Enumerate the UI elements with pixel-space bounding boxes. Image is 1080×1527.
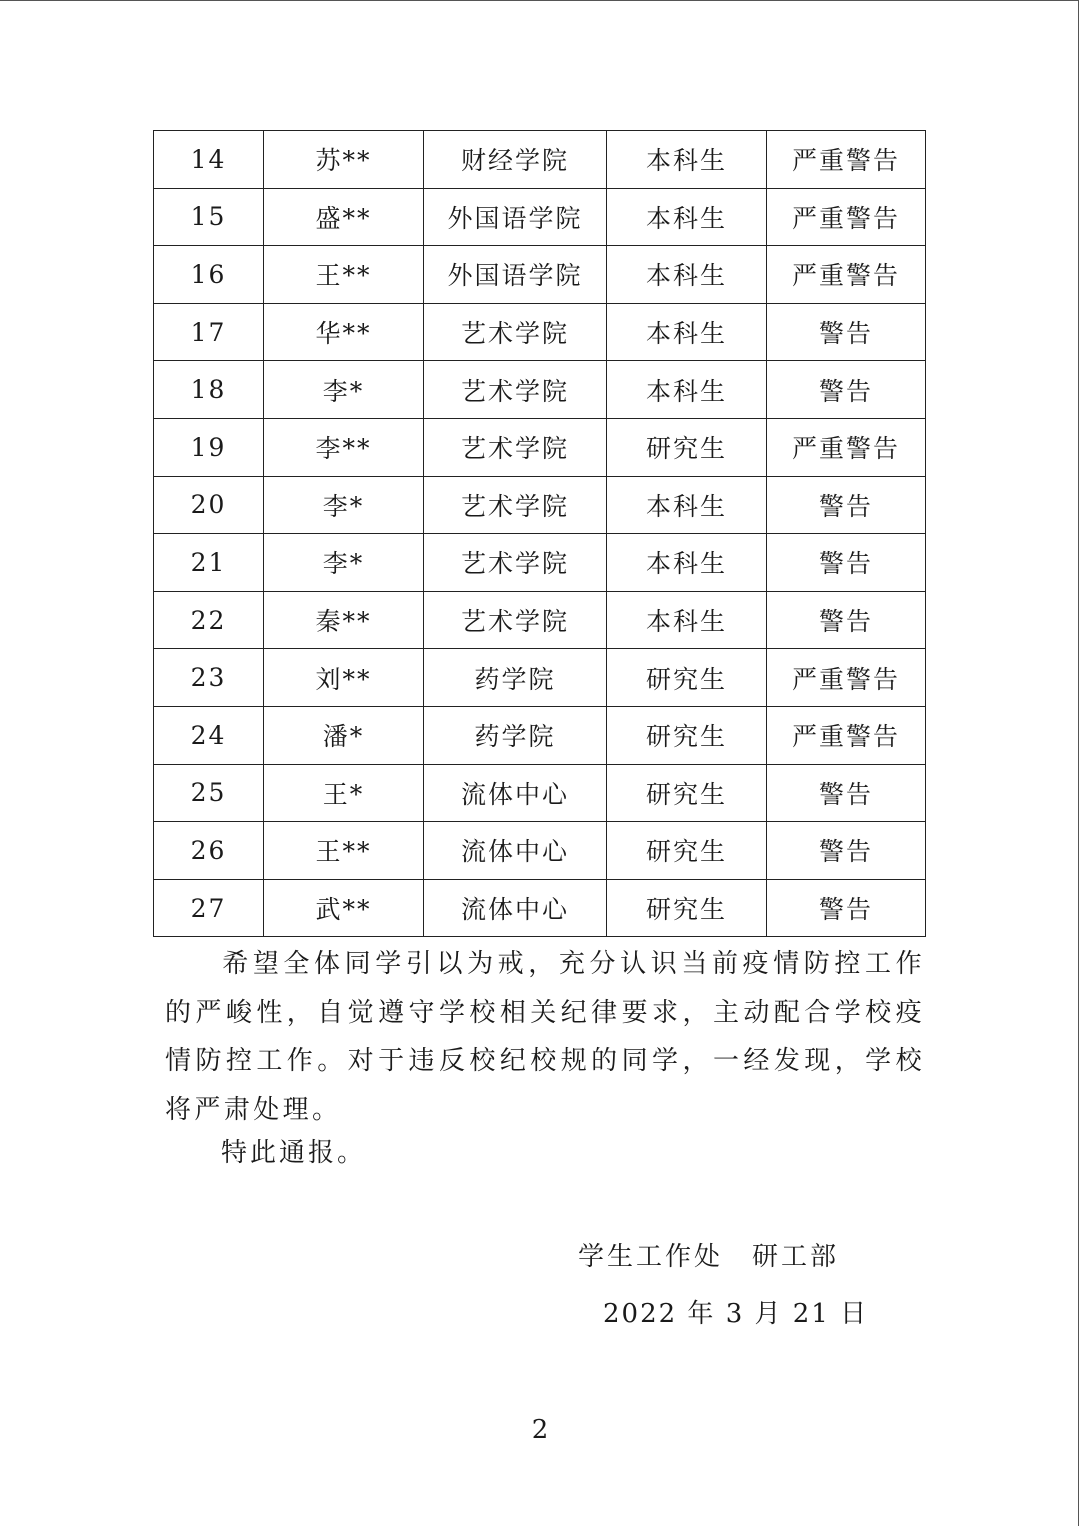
issuer-signature: 学生工作处 研工部: [578, 1242, 840, 1272]
closing-line: 特此通报。: [221, 1138, 367, 1168]
table-row: [154, 131, 926, 189]
cell-college: 流体中心: [424, 879, 607, 937]
table-body: [154, 131, 926, 937]
cell-number: 18: [154, 361, 264, 419]
cell-penalty: 严重警告: [767, 188, 926, 246]
cell-student-type: 研究生: [607, 706, 767, 764]
cell-college: 艺术学院: [424, 361, 607, 419]
table-row: [154, 246, 926, 304]
cell-student-type: 研究生: [607, 822, 767, 880]
cell-college: 艺术学院: [424, 418, 607, 476]
cell-student-name: 苏**: [264, 131, 424, 189]
cell-student-type: 本科生: [607, 361, 767, 419]
table-row: [154, 534, 926, 592]
cell-college: 流体中心: [424, 822, 607, 880]
cell-penalty: 警告: [767, 361, 926, 419]
cell-college: 艺术学院: [424, 476, 607, 534]
cell-student-name: 李*: [264, 361, 424, 419]
cell-penalty: 警告: [767, 591, 926, 649]
cell-number: 17: [154, 303, 264, 361]
cell-penalty: 严重警告: [767, 246, 926, 304]
cell-penalty: 警告: [767, 822, 926, 880]
cell-student-type: 研究生: [607, 418, 767, 476]
cell-student-name: 刘**: [264, 649, 424, 707]
cell-student-type: 本科生: [607, 188, 767, 246]
cell-college: 药学院: [424, 649, 607, 707]
cell-student-type: 本科生: [607, 591, 767, 649]
cell-penalty: 警告: [767, 303, 926, 361]
table-row: [154, 822, 926, 880]
table-row: [154, 879, 926, 937]
cell-penalty: 警告: [767, 764, 926, 822]
cell-student-name: 盛**: [264, 188, 424, 246]
cell-student-type: 本科生: [607, 534, 767, 592]
notice-paragraph: [165, 940, 925, 1134]
cell-student-type: 本科生: [607, 303, 767, 361]
cell-student-type: 本科生: [607, 246, 767, 304]
cell-penalty: 严重警告: [767, 418, 926, 476]
cell-number: 23: [154, 649, 264, 707]
cell-student-name: 华**: [264, 303, 424, 361]
cell-student-name: 王**: [264, 822, 424, 880]
table-row: [154, 476, 926, 534]
cell-number: 26: [154, 822, 264, 880]
table-row: [154, 188, 926, 246]
cell-penalty: 警告: [767, 879, 926, 937]
cell-penalty: 警告: [767, 534, 926, 592]
cell-student-name: 李**: [264, 418, 424, 476]
cell-number: 21: [154, 534, 264, 592]
cell-number: 19: [154, 418, 264, 476]
cell-student-type: 研究生: [607, 649, 767, 707]
cell-student-name: 潘*: [264, 706, 424, 764]
cell-student-name: 李*: [264, 534, 424, 592]
cell-student-type: 研究生: [607, 879, 767, 937]
cell-number: 14: [154, 131, 264, 189]
cell-college: 流体中心: [424, 764, 607, 822]
cell-number: 22: [154, 591, 264, 649]
disciplinary-table: [153, 130, 926, 937]
cell-student-name: 李*: [264, 476, 424, 534]
cell-student-type: 本科生: [607, 131, 767, 189]
cell-college: 财经学院: [424, 131, 607, 189]
table-row: [154, 303, 926, 361]
cell-number: 16: [154, 246, 264, 304]
table-row: [154, 418, 926, 476]
cell-number: 25: [154, 764, 264, 822]
issue-date: 2022 年 3 月 21 日: [603, 1299, 869, 1329]
cell-college: 药学院: [424, 706, 607, 764]
table-row: [154, 764, 926, 822]
table-row: [154, 649, 926, 707]
cell-student-name: 武**: [264, 879, 424, 937]
cell-student-type: 本科生: [607, 476, 767, 534]
cell-college: 艺术学院: [424, 303, 607, 361]
table-row: [154, 591, 926, 649]
cell-college: 艺术学院: [424, 591, 607, 649]
table-row: [154, 706, 926, 764]
cell-college: 外国语学院: [424, 188, 607, 246]
table-row: [154, 361, 926, 419]
cell-penalty: 严重警告: [767, 131, 926, 189]
page-number: 2: [531, 1415, 549, 1445]
cell-number: 27: [154, 879, 264, 937]
cell-student-type: 研究生: [607, 764, 767, 822]
cell-number: 15: [154, 188, 264, 246]
cell-college: 艺术学院: [424, 534, 607, 592]
cell-penalty: 严重警告: [767, 649, 926, 707]
cell-penalty: 警告: [767, 476, 926, 534]
cell-college: 外国语学院: [424, 246, 607, 304]
cell-student-name: 王**: [264, 246, 424, 304]
cell-student-name: 秦**: [264, 591, 424, 649]
notice-paragraph-text: 希望全体同学引以为戒，充分认识当前疫情防控工作的严峻性，自觉遵守学校相关纪律要求，主动配合学校疫情防控工作。对于违反校纪校规的同学，一经发现，学校将严肃处理。: [165, 949, 925, 1125]
cell-penalty: 严重警告: [767, 706, 926, 764]
cell-number: 20: [154, 476, 264, 534]
cell-number: 24: [154, 706, 264, 764]
cell-student-name: 王*: [264, 764, 424, 822]
